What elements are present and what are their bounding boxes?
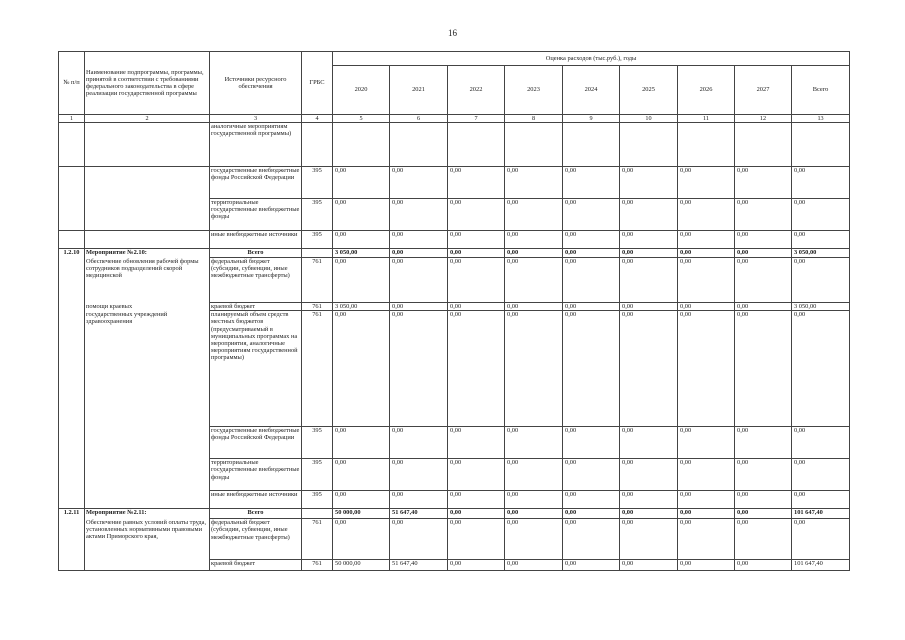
measure-name: Мероприятие №2.11: <box>85 509 210 519</box>
header-year: 2023 <box>505 66 563 115</box>
measure-name: Мероприятие №2.10: <box>85 249 210 258</box>
funding-source: Всего <box>210 509 302 519</box>
value-year: 0,00 <box>448 199 505 231</box>
column-number-row <box>59 115 850 123</box>
value-year: 0,00 <box>390 167 448 199</box>
row-number <box>59 199 85 231</box>
value-year: 0,00 <box>735 199 792 231</box>
value-total: 0,00 <box>792 519 850 560</box>
value-year: 0,00 <box>620 303 678 311</box>
row-number <box>59 231 85 249</box>
measure-name <box>85 123 210 167</box>
row-number <box>59 123 85 167</box>
value-year: 0,00 <box>620 231 678 249</box>
header-year: 2020 <box>333 66 390 115</box>
value-year: 0,00 <box>735 258 792 303</box>
row-number: 1.2.11 <box>59 509 85 519</box>
value-total: 3 050,00 <box>792 249 850 258</box>
grbs-code <box>302 509 333 519</box>
value-year: 0,00 <box>333 311 390 427</box>
value-year <box>678 123 735 167</box>
measure-name: Обеспечение равных условий оплаты труда, установленных нормативными правовыми актами Приморского края, <box>85 519 210 560</box>
column-number: 6 <box>390 115 448 123</box>
column-number: 4 <box>302 115 333 123</box>
value-year: 0,00 <box>390 231 448 249</box>
value-year: 0,00 <box>678 167 735 199</box>
value-total <box>792 123 850 167</box>
value-year: 0,00 <box>448 303 505 311</box>
value-year: 0,00 <box>505 560 563 571</box>
value-year: 0,00 <box>620 258 678 303</box>
value-year: 0,00 <box>448 519 505 560</box>
value-total: 0,00 <box>792 199 850 231</box>
value-year: 0,00 <box>678 519 735 560</box>
value-year: 50 000,00 <box>333 509 390 519</box>
value-year: 0,00 <box>620 427 678 459</box>
grbs-code: 761 <box>302 519 333 560</box>
value-year: 0,00 <box>563 459 620 491</box>
row-number <box>59 311 85 427</box>
table-row <box>59 199 850 231</box>
header-year: 2025 <box>620 66 678 115</box>
value-year: 0,00 <box>678 199 735 231</box>
value-year: 0,00 <box>390 459 448 491</box>
header-year: 2022 <box>448 66 505 115</box>
value-year: 0,00 <box>390 491 448 509</box>
grbs-code: 761 <box>302 311 333 427</box>
grbs-code: 395 <box>302 167 333 199</box>
row-number: 1.2.10 <box>59 249 85 258</box>
row-number <box>59 303 85 311</box>
value-year: 51 647,40 <box>390 509 448 519</box>
value-total: 0,00 <box>792 427 850 459</box>
header-source: Источники ресурсного обеспечения <box>210 52 302 115</box>
value-year: 0,00 <box>505 519 563 560</box>
value-total: 0,00 <box>792 167 850 199</box>
value-year: 3 050,00 <box>333 303 390 311</box>
column-number: 3 <box>210 115 302 123</box>
value-year: 0,00 <box>563 427 620 459</box>
header-estimate-title: Оценка расходов (тыс.руб.), годы <box>333 52 850 66</box>
value-year: 0,00 <box>620 249 678 258</box>
table-row <box>59 303 850 311</box>
value-year: 0,00 <box>333 231 390 249</box>
value-total: 0,00 <box>792 459 850 491</box>
value-year: 0,00 <box>505 249 563 258</box>
measure-name <box>85 231 210 249</box>
value-year: 0,00 <box>333 167 390 199</box>
value-year: 0,00 <box>390 303 448 311</box>
value-year: 0,00 <box>563 199 620 231</box>
measure-name <box>85 560 210 571</box>
value-year: 0,00 <box>505 427 563 459</box>
row-number <box>59 560 85 571</box>
value-year: 0,00 <box>620 311 678 427</box>
grbs-code <box>302 123 333 167</box>
value-year: 0,00 <box>333 258 390 303</box>
value-year: 0,00 <box>390 258 448 303</box>
value-year: 0,00 <box>505 231 563 249</box>
header-row-top <box>59 52 850 66</box>
funding-source: государственные внебюджетные фонды Российской Федерации <box>210 427 302 459</box>
value-year: 0,00 <box>735 519 792 560</box>
column-number: 7 <box>448 115 505 123</box>
table-row <box>59 123 850 167</box>
value-year: 0,00 <box>333 427 390 459</box>
value-year: 0,00 <box>735 303 792 311</box>
table-row <box>59 491 850 509</box>
value-year: 50 000,00 <box>333 560 390 571</box>
value-year: 0,00 <box>735 231 792 249</box>
value-year: 0,00 <box>620 491 678 509</box>
value-year: 3 050,00 <box>333 249 390 258</box>
value-year: 0,00 <box>735 311 792 427</box>
value-year: 0,00 <box>563 311 620 427</box>
value-year: 0,00 <box>563 258 620 303</box>
value-total: 3 050,00 <box>792 303 850 311</box>
value-year: 0,00 <box>620 199 678 231</box>
measure-name: помощи краевых <box>85 303 210 311</box>
header-grbs: ГРБС <box>302 52 333 115</box>
value-year: 0,00 <box>620 509 678 519</box>
measure-name <box>85 427 210 459</box>
column-number: 9 <box>563 115 620 123</box>
value-year: 0,00 <box>678 303 735 311</box>
column-number: 13 <box>792 115 850 123</box>
value-year: 0,00 <box>735 509 792 519</box>
funding-source: иные внебюджетные источники <box>210 231 302 249</box>
measure-name: государственных учреждений здравоохранения <box>85 311 210 427</box>
table-row <box>59 167 850 199</box>
funding-source: краевой бюджет <box>210 303 302 311</box>
value-total: 0,00 <box>792 491 850 509</box>
funding-source: государственные внебюджетные фонды Российской Федерации <box>210 167 302 199</box>
measure-name <box>85 199 210 231</box>
header-year: 2027 <box>735 66 792 115</box>
funding-source: аналогичные мероприятиям государственной программы) <box>210 123 302 167</box>
value-year: 0,00 <box>448 509 505 519</box>
row-number <box>59 258 85 303</box>
value-year <box>448 123 505 167</box>
grbs-code: 395 <box>302 231 333 249</box>
header-name: Наименование подпрограммы, программы, принятой в соответствии с требованиями федерального законодательства в сфере реализации государственной программы <box>85 52 210 115</box>
value-year: 0,00 <box>735 249 792 258</box>
value-year: 0,00 <box>563 560 620 571</box>
value-year <box>735 123 792 167</box>
funding-source: планируемый объем средств местных бюджетов (предусматриваемый в муниципальных программах на мероприятия, аналогичные мероприятиям государственной программы) <box>210 311 302 427</box>
value-year <box>333 123 390 167</box>
value-year: 0,00 <box>448 311 505 427</box>
header-year: 2021 <box>390 66 448 115</box>
row-number <box>59 519 85 560</box>
value-total: 0,00 <box>792 311 850 427</box>
value-year: 0,00 <box>678 249 735 258</box>
row-number <box>59 491 85 509</box>
value-year: 0,00 <box>678 427 735 459</box>
value-year: 0,00 <box>333 491 390 509</box>
table-row <box>59 249 850 258</box>
value-total: 0,00 <box>792 231 850 249</box>
row-number <box>59 427 85 459</box>
value-year: 0,00 <box>735 167 792 199</box>
table-row <box>59 519 850 560</box>
value-year: 0,00 <box>505 311 563 427</box>
value-year: 0,00 <box>448 249 505 258</box>
value-year: 0,00 <box>333 459 390 491</box>
value-year: 0,00 <box>448 491 505 509</box>
value-year: 0,00 <box>735 491 792 509</box>
value-year <box>505 123 563 167</box>
value-year: 0,00 <box>620 560 678 571</box>
grbs-code <box>302 249 333 258</box>
grbs-code: 395 <box>302 199 333 231</box>
value-total: 101 647,40 <box>792 509 850 519</box>
value-year: 0,00 <box>620 519 678 560</box>
value-year: 0,00 <box>505 491 563 509</box>
grbs-code: 761 <box>302 303 333 311</box>
grbs-code: 395 <box>302 459 333 491</box>
funding-source: федеральный бюджет (субсидии, субвенции, иные межбюджетные трансферты) <box>210 258 302 303</box>
value-year: 0,00 <box>505 303 563 311</box>
table-row <box>59 459 850 491</box>
value-year: 0,00 <box>333 199 390 231</box>
table-row <box>59 258 850 303</box>
value-year: 0,00 <box>563 231 620 249</box>
funding-source: Всего <box>210 249 302 258</box>
value-year: 0,00 <box>390 311 448 427</box>
value-year: 0,00 <box>390 427 448 459</box>
value-year: 0,00 <box>505 199 563 231</box>
table-row <box>59 231 850 249</box>
value-year: 0,00 <box>563 519 620 560</box>
header-num: № п/п <box>59 52 85 115</box>
column-number: 1 <box>59 115 85 123</box>
value-year: 0,00 <box>505 459 563 491</box>
grbs-code: 761 <box>302 560 333 571</box>
grbs-code: 761 <box>302 258 333 303</box>
value-year: 51 647,40 <box>390 560 448 571</box>
funding-source: территориальные государственные внебюджетные фонды <box>210 459 302 491</box>
value-year: 0,00 <box>678 258 735 303</box>
value-year: 0,00 <box>563 249 620 258</box>
header-year: 2026 <box>678 66 735 115</box>
table-row <box>59 560 850 571</box>
value-year: 0,00 <box>678 231 735 249</box>
value-year: 0,00 <box>390 519 448 560</box>
measure-name <box>85 459 210 491</box>
funding-source: территориальные государственные внебюджетные фонды <box>210 199 302 231</box>
row-number <box>59 459 85 491</box>
column-number: 12 <box>735 115 792 123</box>
header-year: 2024 <box>563 66 620 115</box>
column-number: 2 <box>85 115 210 123</box>
value-year: 0,00 <box>620 167 678 199</box>
value-year: 0,00 <box>563 491 620 509</box>
value-year: 0,00 <box>735 459 792 491</box>
value-year: 0,00 <box>448 231 505 249</box>
value-year: 0,00 <box>448 167 505 199</box>
table-row <box>59 311 850 427</box>
funding-source: краевой бюджет <box>210 560 302 571</box>
header-year-total: Всего <box>792 66 850 115</box>
table-row <box>59 509 850 519</box>
value-year: 0,00 <box>678 560 735 571</box>
grbs-code: 395 <box>302 491 333 509</box>
page-number: 16 <box>448 28 457 38</box>
value-year: 0,00 <box>448 427 505 459</box>
value-year: 0,00 <box>448 459 505 491</box>
measure-name <box>85 491 210 509</box>
budget-table <box>58 51 850 571</box>
value-year: 0,00 <box>448 560 505 571</box>
value-year: 0,00 <box>678 459 735 491</box>
value-year <box>563 123 620 167</box>
row-number <box>59 167 85 199</box>
column-number: 8 <box>505 115 563 123</box>
value-year: 0,00 <box>448 258 505 303</box>
value-total: 0,00 <box>792 258 850 303</box>
value-year: 0,00 <box>620 459 678 491</box>
column-number: 10 <box>620 115 678 123</box>
value-year: 0,00 <box>390 249 448 258</box>
measure-name: Обеспечение обновления рабочей формы сотрудников подразделений скорой медицинской <box>85 258 210 303</box>
value-year: 0,00 <box>505 167 563 199</box>
measure-name <box>85 167 210 199</box>
table-row <box>59 427 850 459</box>
value-year: 0,00 <box>678 509 735 519</box>
funding-source: федеральный бюджет (субсидии, субвенции, иные межбюджетные трансферты) <box>210 519 302 560</box>
value-year <box>390 123 448 167</box>
value-year: 0,00 <box>678 311 735 427</box>
value-year <box>620 123 678 167</box>
value-year: 0,00 <box>735 560 792 571</box>
value-year: 0,00 <box>563 167 620 199</box>
value-year: 0,00 <box>735 427 792 459</box>
value-year: 0,00 <box>505 258 563 303</box>
grbs-code: 395 <box>302 427 333 459</box>
value-year: 0,00 <box>333 519 390 560</box>
value-year: 0,00 <box>678 491 735 509</box>
value-year: 0,00 <box>505 509 563 519</box>
value-year: 0,00 <box>390 199 448 231</box>
funding-source: иные внебюджетные источники <box>210 491 302 509</box>
column-number: 5 <box>333 115 390 123</box>
value-total: 101 647,40 <box>792 560 850 571</box>
value-year: 0,00 <box>563 509 620 519</box>
column-number: 11 <box>678 115 735 123</box>
value-year: 0,00 <box>563 303 620 311</box>
